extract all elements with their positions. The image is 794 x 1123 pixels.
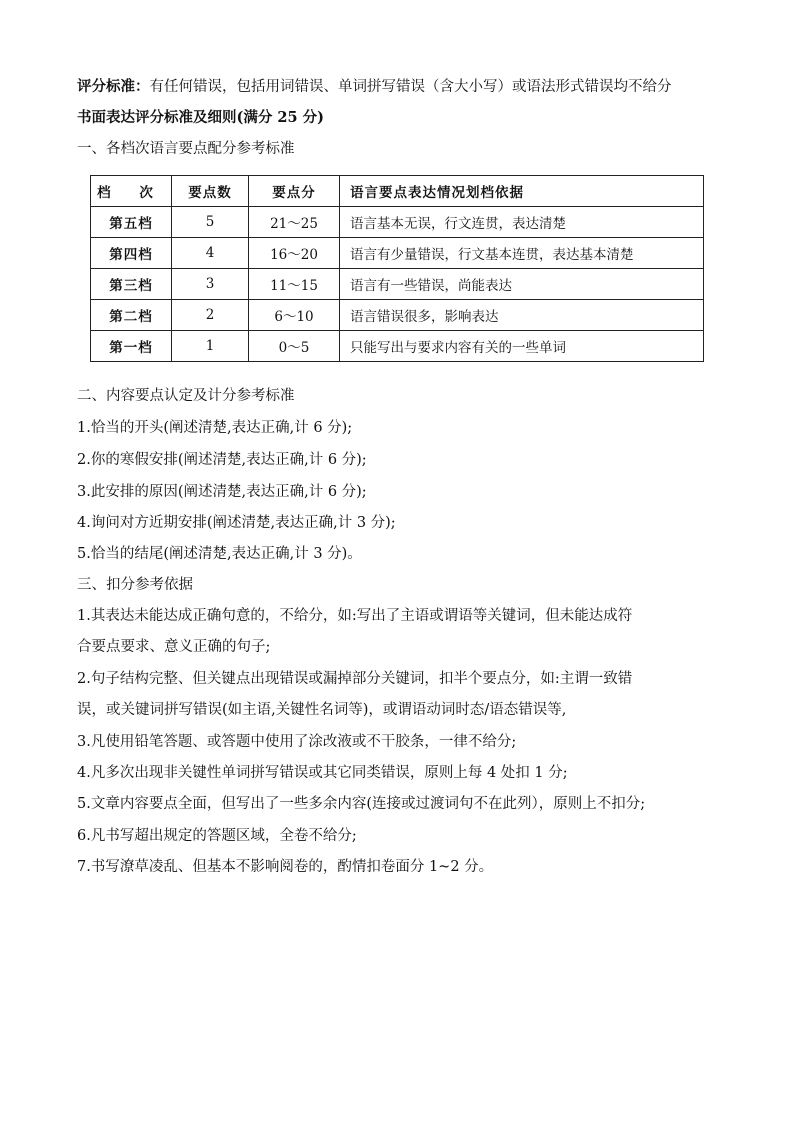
section3-line: 6.凡书写超出规定的答题区域，全卷不给分;	[77, 828, 357, 844]
section2-heading: 二、内容要点认定及计分参考标准	[77, 388, 295, 404]
table-cell: 语言基本无误，行文连贯，表达清楚	[340, 207, 704, 238]
table-header-cell: 档 次	[91, 176, 172, 207]
table-cell: 第四档	[91, 238, 172, 269]
table-cell: 语言错误很多，影响表达	[340, 300, 704, 331]
section3-heading: 三、扣分参考依据	[77, 577, 193, 593]
section3-line: 4.凡多次出现非关键性单词拼写错误或其它同类错误，原则上每 4 处扣 1 分;	[77, 765, 568, 781]
document-title: 书面表达评分标准及细则(满分 25 分)	[77, 109, 324, 126]
section2-item: 4.询问对方近期安排(阐述清楚,表达正确,计 3 分);	[77, 515, 396, 531]
table-row	[91, 238, 704, 269]
section3-line: 5.文章内容要点全面，但写出了一些多余内容(连接或过渡词句不在此列），原则上不扣分;	[77, 796, 646, 812]
table-cell: 5	[172, 207, 249, 238]
table-cell: 第二档	[91, 300, 172, 331]
table-row	[91, 269, 704, 300]
section2-item: 1.恰当的开头(阐述清楚,表达正确,计 6 分);	[77, 420, 353, 436]
section3-line: 合要点要求、意义正确的句子;	[77, 639, 271, 655]
table-row	[91, 331, 704, 362]
table-header-row	[91, 176, 704, 207]
table-cell: 语言有一些错误，尚能表达	[340, 269, 704, 300]
table-cell: 4	[172, 238, 249, 269]
table-cell: 1	[172, 331, 249, 362]
section3-line: 2.句子结构完整、但关键点出现错误或漏掉部分关键词，扣半个要点分，如:主谓一致错	[77, 671, 633, 687]
table-header-cell: 要点数	[172, 176, 249, 207]
table-cell: 第一档	[91, 331, 172, 362]
section2-item: 3.此安排的原因(阐述清楚,表达正确,计 6 分);	[77, 484, 367, 500]
section3-line: 7.书写潦草凌乱、但基本不影响阅卷的，酌情扣卷面分 1~2 分。	[77, 859, 494, 875]
table-header-cell: 语言要点表达情况划档依据	[340, 176, 704, 207]
table-cell: 2	[172, 300, 249, 331]
table-cell: 第三档	[91, 269, 172, 300]
table-cell: 第五档	[91, 207, 172, 238]
table-cell: 0～5	[249, 331, 340, 362]
scoring-intro-text: 有任何错误，包括用词错误、单词拼写错误（含大小写）或语法形式错误均不给分	[149, 79, 672, 95]
section2-item: 2.你的寒假安排(阐述清楚,表达正确,计 6 分);	[77, 452, 367, 468]
section3-line: 3.凡使用铅笔答题、或答题中使用了涂改液或不干胶条，一律不给分;	[77, 734, 517, 750]
scoring-intro-label: 评分标准：	[77, 78, 150, 95]
table-header-cell: 要点分	[249, 176, 340, 207]
section1-heading: 一、各档次语言要点配分参考标准	[77, 141, 295, 157]
table-cell: 语言有少量错误，行文基本连贯，表达基本清楚	[340, 238, 704, 269]
table-cell: 16～20	[249, 238, 340, 269]
section3-line: 1.其表达未能达成正确句意的，不给分，如:写出了主语或谓语等关键词，但未能达成符	[77, 608, 633, 624]
section2-item: 5.恰当的结尾(阐述清楚,表达正确,计 3 分)。	[77, 546, 362, 562]
table-cell: 21～25	[249, 207, 340, 238]
table-cell: 11～15	[249, 269, 340, 300]
table-cell: 6～10	[249, 300, 340, 331]
section3-line: 误，或关键词拼写错误(如主语,关键性名词等)，或谓语动词时态/语态错误等,	[77, 702, 567, 718]
table-row	[91, 300, 704, 331]
scoring-intro	[77, 77, 672, 97]
table-cell: 只能写出与要求内容有关的一些单词	[340, 331, 704, 362]
table-cell: 3	[172, 269, 249, 300]
grading-table	[90, 175, 704, 362]
table-row	[91, 207, 704, 238]
